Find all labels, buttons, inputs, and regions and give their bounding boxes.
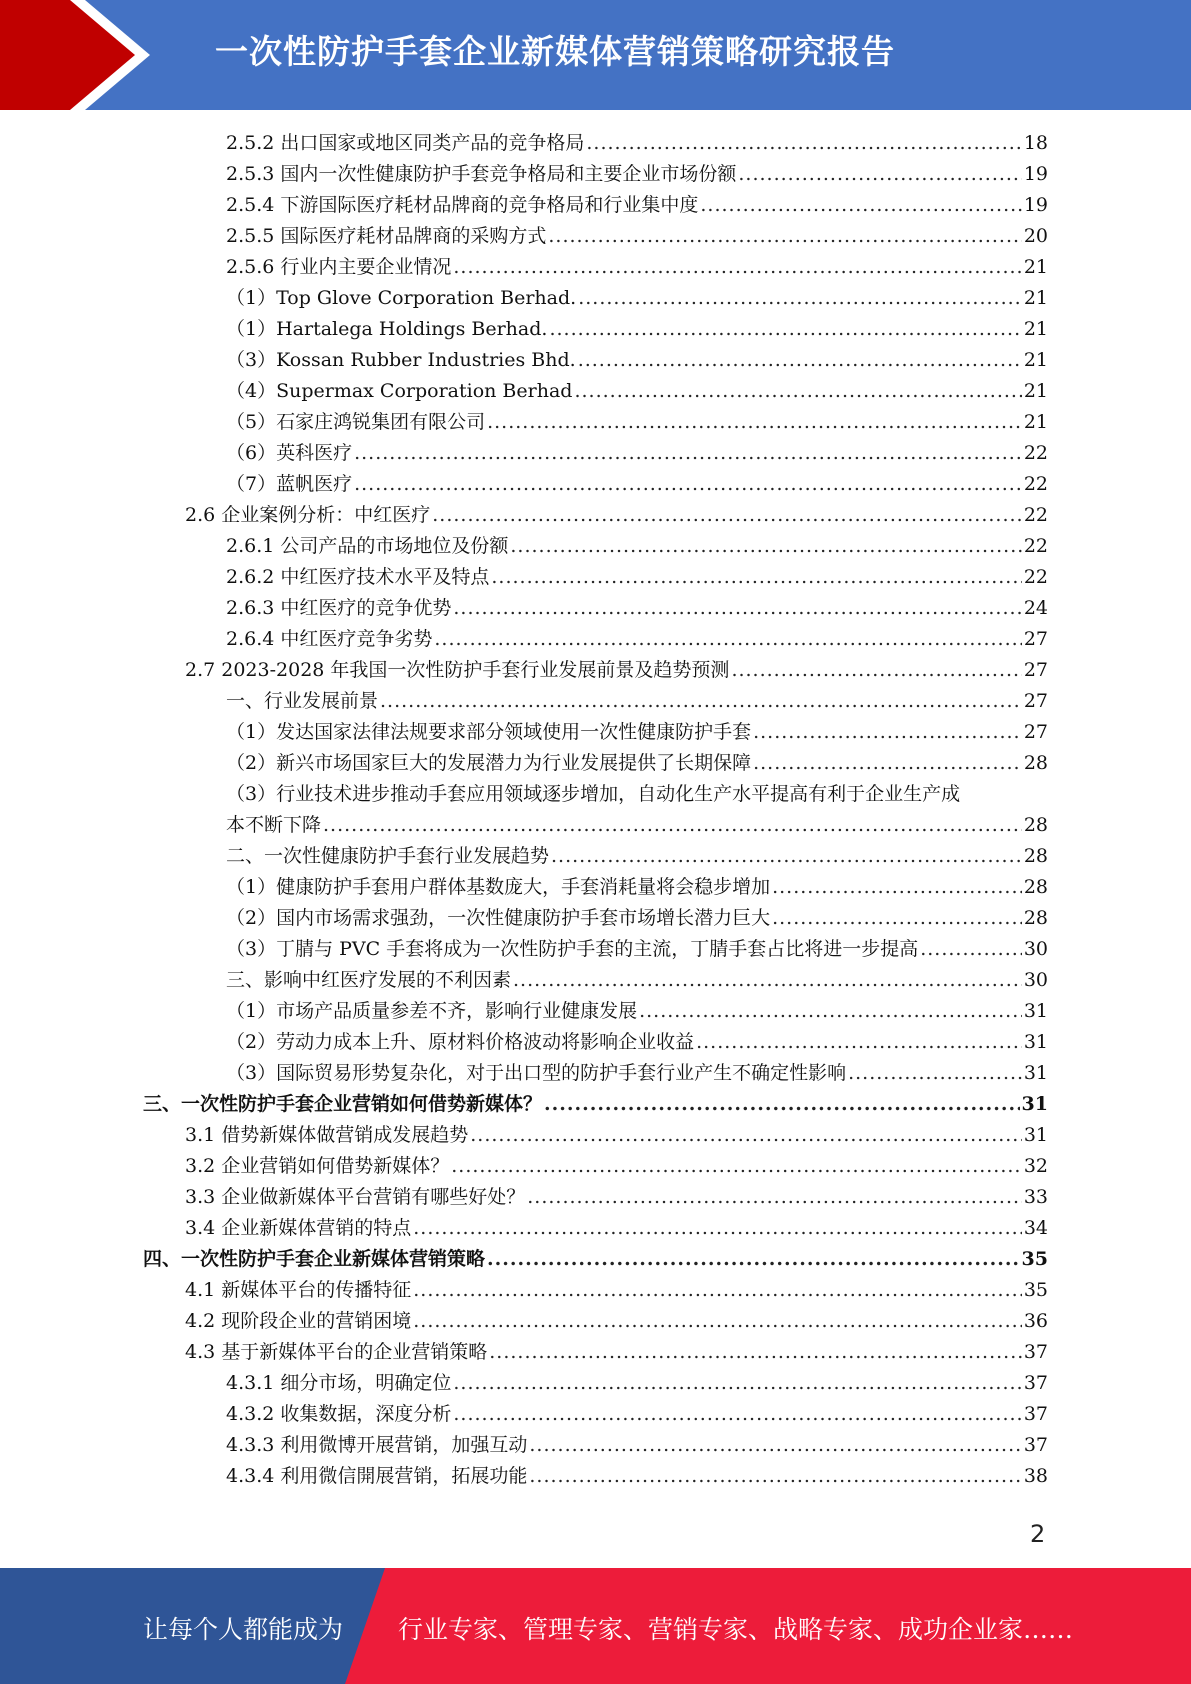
toc-entry[interactable] [185,1306,1048,1337]
page-header [0,0,1191,110]
toc-entry-label: （4）Supermax Corporation Berhad [226,380,573,402]
toc-entry[interactable] [226,1399,1048,1430]
toc-entry-page: 27 [1023,690,1048,712]
toc-entry[interactable] [226,1461,1048,1492]
toc-entry-label[interactable]: （3）行业技术进步推动手套应用领域逐步增加，自动化生产水平提高有利于企业生产成 [226,783,961,805]
toc-dot-leader [487,1244,1020,1275]
toc-entry[interactable] [143,1244,1048,1275]
toc-entry[interactable] [226,314,1048,345]
toc-entry-label: 二、一次性健康防护手套行业发展趋势 [226,845,550,867]
toc-dot-leader [470,1120,1022,1151]
toc-entry-page: 22 [1023,535,1048,557]
toc-entry-label: （6）英科医疗 [226,442,353,464]
toc-entry-page: 32 [1023,1155,1048,1177]
toc-dot-leader [354,438,1022,469]
toc-entry[interactable] [226,562,1048,593]
toc-entry-page: 19 [1023,194,1048,216]
toc-entry-label: （2）国内市场需求强劲，一次性健康防护手套市场增长潜力巨大 [226,907,771,929]
toc-entry-label: 2.5.5 国际医疗耗材品牌商的采购方式 [226,225,547,247]
toc-entry[interactable] [226,624,1048,655]
toc-dot-leader [920,934,1022,965]
toc-dot-leader [578,283,1022,314]
toc-entry-label: 一、行业发展前景 [226,690,379,712]
toc-dot-leader [772,872,1022,903]
toc-dot-leader [487,407,1022,438]
toc-entry-page: 31 [1021,1093,1048,1115]
toc-entry-label: （1）健康防护手套用户群体基数庞大，手套消耗量将会稳步增加 [226,876,771,898]
toc-dot-leader [696,1027,1022,1058]
toc-entry-label: 4.1 新媒体平台的传播特征 [185,1279,412,1301]
toc-entry[interactable] [226,190,1048,221]
toc-entry-page: 28 [1023,845,1048,867]
toc-entry[interactable] [226,376,1048,407]
toc-dot-leader [578,345,1022,376]
toc-dot-leader [529,1461,1021,1492]
toc-dot-leader [453,1368,1021,1399]
toc-entry[interactable] [185,500,1048,531]
toc-entry-label: 2.6.3 中红医疗的竞争优势 [226,597,452,619]
toc-dot-leader [434,624,1021,655]
toc-entry[interactable] [185,655,1048,686]
document-title: 一次性防护手套企业新媒体营销策略研究报告 [215,32,895,71]
toc-entry[interactable] [185,1213,1048,1244]
toc-dot-leader [510,531,1021,562]
footer-slogan-right: 行业专家、管理专家、营销专家、战略专家、成功企业家…… [398,1615,1074,1644]
toc-entry[interactable] [226,593,1048,624]
toc-dot-leader [848,1058,1022,1089]
toc-dot-leader [551,841,1022,872]
toc-entry-label: 3.3 企业做新媒体平台营销有哪些好处？ [185,1186,526,1208]
toc-entry[interactable] [226,469,1048,500]
toc-entry[interactable] [185,1151,1048,1182]
toc-entry-page: 21 [1023,380,1048,402]
toc-entry-label: （3）国际贸易形势复杂化，对于出口型的防护手套行业产生不确定性影响 [226,1062,847,1084]
toc-entry[interactable] [226,252,1048,283]
toc-entry-label: （1）市场产品质量参差不齐，影响行业健康发展 [226,1000,638,1022]
toc-entry[interactable] [226,1368,1048,1399]
toc-entry-page: 19 [1023,163,1048,185]
toc-entry-page: 21 [1023,411,1048,433]
toc-dot-leader [432,500,1022,531]
toc-entry-page: 22 [1023,473,1048,495]
toc-entry[interactable] [226,686,1048,717]
toc-entry-label: 三、影响中红医疗发展的不利因素 [226,969,512,991]
toc-entry-label: 4.3.3 利用微博开展营销，加强互动 [226,1434,528,1456]
toc-entry-label: 2.5.4 下游国际医疗耗材品牌商的竞争格局和行业集中度 [226,194,699,216]
red-chevron-icon [0,0,160,110]
toc-entry-page: 37 [1023,1403,1048,1425]
toc-entry-label: 2.5.6 行业内主要企业情况 [226,256,452,278]
toc-entry-label: （1）发达国家法律法规要求部分领域使用一次性健康防护手套 [226,721,752,743]
toc-entry[interactable] [185,1120,1048,1151]
toc-dot-leader [413,1213,1022,1244]
toc-dot-leader [413,1306,1022,1337]
toc-entry[interactable] [226,438,1048,469]
toc-dot-leader [354,469,1022,500]
toc-entry[interactable] [226,872,1048,903]
page-number: 2 [1030,1520,1046,1548]
toc-dot-leader [453,252,1021,283]
toc-dot-leader [489,1337,1022,1368]
toc-entry-label: 2.6 企业案例分析：中红医疗 [185,504,431,526]
toc-entry-label: 2.6.2 中红医疗技术水平及特点 [226,566,490,588]
toc-entry-label: 3.4 企业新媒体营销的特点 [185,1217,412,1239]
toc-dot-leader [639,996,1022,1027]
toc-entry-page: 27 [1023,659,1048,681]
toc-entry[interactable] [226,965,1048,996]
toc-entry-page: 35 [1023,1279,1048,1301]
toc-entry-page: 28 [1023,814,1048,836]
toc-entry-page: 27 [1023,628,1048,650]
toc-entry[interactable] [226,810,1048,841]
toc-entry-label: 2.6.4 中红医疗竞争劣势 [226,628,433,650]
toc-dot-leader [586,128,1021,159]
toc-entry[interactable] [226,996,1048,1027]
toc-dot-leader [529,1430,1021,1461]
toc-entry-page: 37 [1023,1434,1048,1456]
toc-entry-label: （1）Hartalega Holdings Berhad. [226,318,548,340]
toc-entry-label: 4.2 现阶段企业的营销困境 [185,1310,412,1332]
toc-entry-page: 37 [1023,1372,1048,1394]
toc-entry-page: 24 [1023,597,1048,619]
toc-entry-label: （5）石家庄鸿锐集团有限公司 [226,411,486,433]
toc-dot-leader [451,1151,1022,1182]
toc-entry[interactable] [226,407,1048,438]
toc-entry-continuation: 本不断下降 [226,814,322,836]
toc-entry-label: 4.3.1 细分市场，明确定位 [226,1372,452,1394]
toc-dot-leader [491,562,1021,593]
toc-entry-page: 38 [1023,1465,1048,1487]
toc-entry[interactable] [226,345,1048,376]
toc-entry-page: 22 [1023,566,1048,588]
toc-entry[interactable] [226,1058,1048,1089]
toc-entry[interactable] [226,128,1048,159]
toc-dot-leader [772,903,1022,934]
toc-entry[interactable] [226,1430,1048,1461]
toc-entry-page: 35 [1021,1248,1048,1270]
toc-entry[interactable] [226,159,1048,190]
toc-dot-leader [413,1275,1022,1306]
toc-entry[interactable] [226,283,1048,314]
toc-entry-page: 28 [1023,752,1048,774]
toc-dot-leader [527,1182,1022,1213]
toc-dot-leader [544,1089,1020,1120]
toc-entry-label: （2）劳动力成本上升、原材料价格波动将影响企业收益 [226,1031,695,1053]
toc-entry-page: 21 [1023,318,1048,340]
toc-entry-label: 2.5.2 出口国家或地区同类产品的竞争格局 [226,132,585,154]
toc-dot-leader [453,1399,1021,1430]
toc-dot-leader [323,810,1022,841]
toc-entry-page: 22 [1023,442,1048,464]
footer-slogan-left: 让每个人都能成为 [143,1615,344,1644]
toc-entry[interactable] [226,934,1048,965]
toc-entry-page: 30 [1023,969,1048,991]
toc-entry[interactable] [226,717,1048,748]
toc-entry[interactable] [226,748,1048,779]
toc-entry-page: 31 [1023,1000,1048,1022]
toc-dot-leader [738,159,1021,190]
toc-dot-leader [574,376,1021,407]
toc-entry[interactable] [226,531,1048,562]
toc-entry-page: 22 [1023,504,1048,526]
toc-entry-page: 33 [1023,1186,1048,1208]
toc-entry-page: 18 [1023,132,1048,154]
toc-dot-leader [731,655,1021,686]
toc-entry-label: （1）Top Glove Corporation Berhad. [226,287,577,309]
toc-entry-page: 31 [1023,1031,1048,1053]
toc-entry-label: 4.3 基于新媒体平台的企业营销策略 [185,1341,488,1363]
toc-entry-label: 2.5.3 国内一次性健康防护手套竞争格局和主要企业市场份额 [226,163,737,185]
toc-dot-leader [548,221,1021,252]
toc-entry[interactable] [226,221,1048,252]
toc-entry-label: 三、一次性防护手套企业营销如何借势新媒体？ [143,1093,543,1115]
toc-entry-label: （2）新兴市场国家巨大的发展潜力为行业发展提供了长期保障 [226,752,752,774]
toc-entry-page: 37 [1023,1341,1048,1363]
toc-entry[interactable] [185,1275,1048,1306]
toc-dot-leader [380,686,1022,717]
toc-dot-leader [549,314,1021,345]
toc-entry-page: 21 [1023,349,1048,371]
toc-entry[interactable] [185,1337,1048,1368]
page-footer [0,1568,1191,1684]
toc-entry-page: 28 [1023,907,1048,929]
toc-entry-page: 21 [1023,287,1048,309]
toc-dot-leader [513,965,1022,996]
toc-entry-label: （3）Kossan Rubber Industries Bhd. [226,349,576,371]
toc-dot-leader [753,748,1022,779]
toc-entry[interactable] [226,1027,1048,1058]
toc-entry-label: 4.3.4 利用微信開展营销，拓展功能 [226,1465,528,1487]
toc-dot-leader [753,717,1022,748]
toc-entry-label: 四、一次性防护手套企业新媒体营销策略 [143,1248,486,1270]
toc-entry-page: 28 [1023,876,1048,898]
toc-dot-leader [700,190,1021,221]
toc-entry-label: （7）蓝帆医疗 [226,473,353,495]
toc-entry-page: 31 [1023,1062,1048,1084]
toc-entry[interactable] [226,903,1048,934]
toc-entry-label: 3.1 借势新媒体做营销成发展趋势 [185,1124,469,1146]
toc-entry-label: 3.2 企业营销如何借势新媒体？ [185,1155,450,1177]
toc-entry[interactable] [185,1182,1048,1213]
toc-entry-label: 2.7 2023-2028 年我国一次性防护手套行业发展前景及趋势预测 [185,659,730,681]
toc-entry[interactable] [143,1089,1048,1120]
toc-entry-page: 34 [1023,1217,1048,1239]
toc-entry[interactable] [226,841,1048,872]
toc-entry-page: 31 [1023,1124,1048,1146]
toc-entry-page: 27 [1023,721,1048,743]
toc-entry-label: 2.6.1 公司产品的市场地位及份额 [226,535,509,557]
toc-entry-page: 21 [1023,256,1048,278]
toc-entry-label: 4.3.2 收集数据，深度分析 [226,1403,452,1425]
toc-entry-page: 36 [1023,1310,1048,1332]
toc-entry-label: （3）丁腈与 PVC 手套将成为一次性防护手套的主流，丁腈手套占比将进一步提高 [226,938,919,960]
toc-entry-page: 30 [1023,938,1048,960]
toc-dot-leader [453,593,1021,624]
toc-entry-page: 20 [1023,225,1048,247]
